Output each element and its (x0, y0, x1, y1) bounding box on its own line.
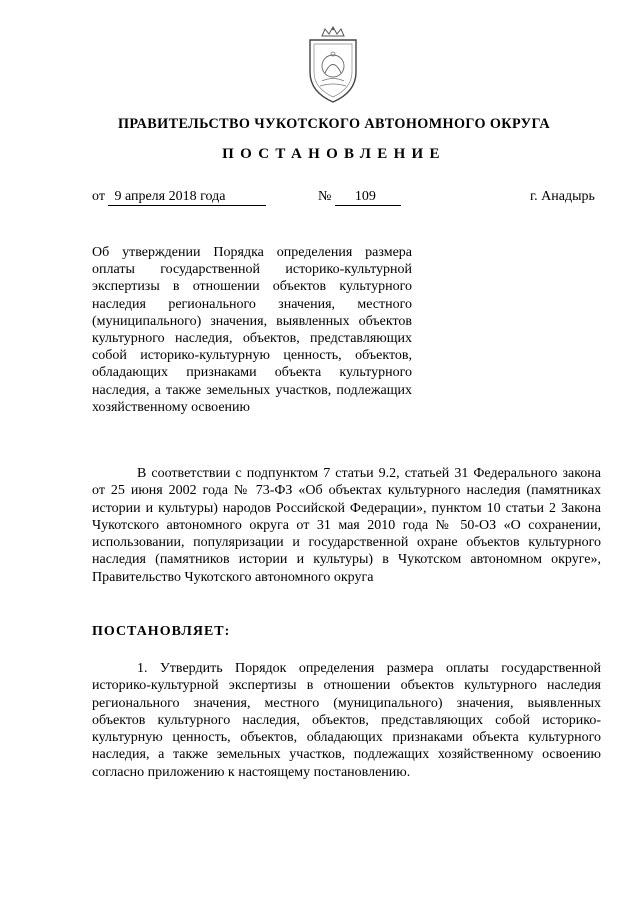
item-1-text: 1. Утвердить Порядок определения размера оплаты государственной историко-культурной экспертизы в отношении объектов культурного наследия регионального значения, местного (муниципального) значения, выявленных объектов культурного наследия, объектов, представляющих собой историко-культурную ценность, объектов, обладающих признаками объекта культурного наследия, а также земельных участков, подлежащих хозяйственному освоению согласно приложению к настоящему постановлению. (92, 661, 601, 780)
resolves-heading: ПОСТАНОВЛЯЕТ: (92, 624, 231, 639)
coat-of-arms-icon (298, 26, 368, 106)
document-number: 109 (335, 189, 401, 206)
city: г. Анадырь (530, 189, 595, 204)
item-1-paragraph (92, 660, 601, 781)
document-type: ПОСТАНОВЛЕНИЕ (222, 146, 446, 162)
number-prefix: № (318, 189, 332, 204)
date-prefix: от (92, 189, 105, 204)
government-title: ПРАВИТЕЛЬСТВО ЧУКОТСКОГО АВТОНОМНОГО ОКРУГА (117, 116, 551, 132)
document-date: 9 апреля 2018 года (108, 189, 266, 206)
number-line (318, 189, 401, 206)
preamble-text: В соответствии с подпунктом 7 статьи 9.2, статьей 31 Федерального закона от 25 июня 2002 года № 73-ФЗ «Об объектах культурного наследия (памятниках истории и культуры) народов Российской Федерации», пунктом 10 статьи 2 Закона Чукотского автономного округа от 31 мая 2010 года № 50-ОЗ «О сохранении, использовании, популяризации и государственной охране объектов культурного наследия (памятников истории и культуры) в Чукотском автономном округе», Правительство Чукотского автономного округа (92, 466, 601, 585)
preamble-paragraph (92, 465, 601, 586)
date-line (92, 189, 266, 206)
document-subject: Об утверждении Порядка определения размера оплаты государственной историко-культурной экспертизы в отношении объектов культурного наследия регионального значения, местного (муниципального) значения, выявленных объектов культурного наследия, объектов, представляющих собой историко-культурную ценность, объектов, обладающих признаками объекта культурного наследия, а также земельных участков, подлежащих хозяйственному освоению (92, 245, 412, 415)
